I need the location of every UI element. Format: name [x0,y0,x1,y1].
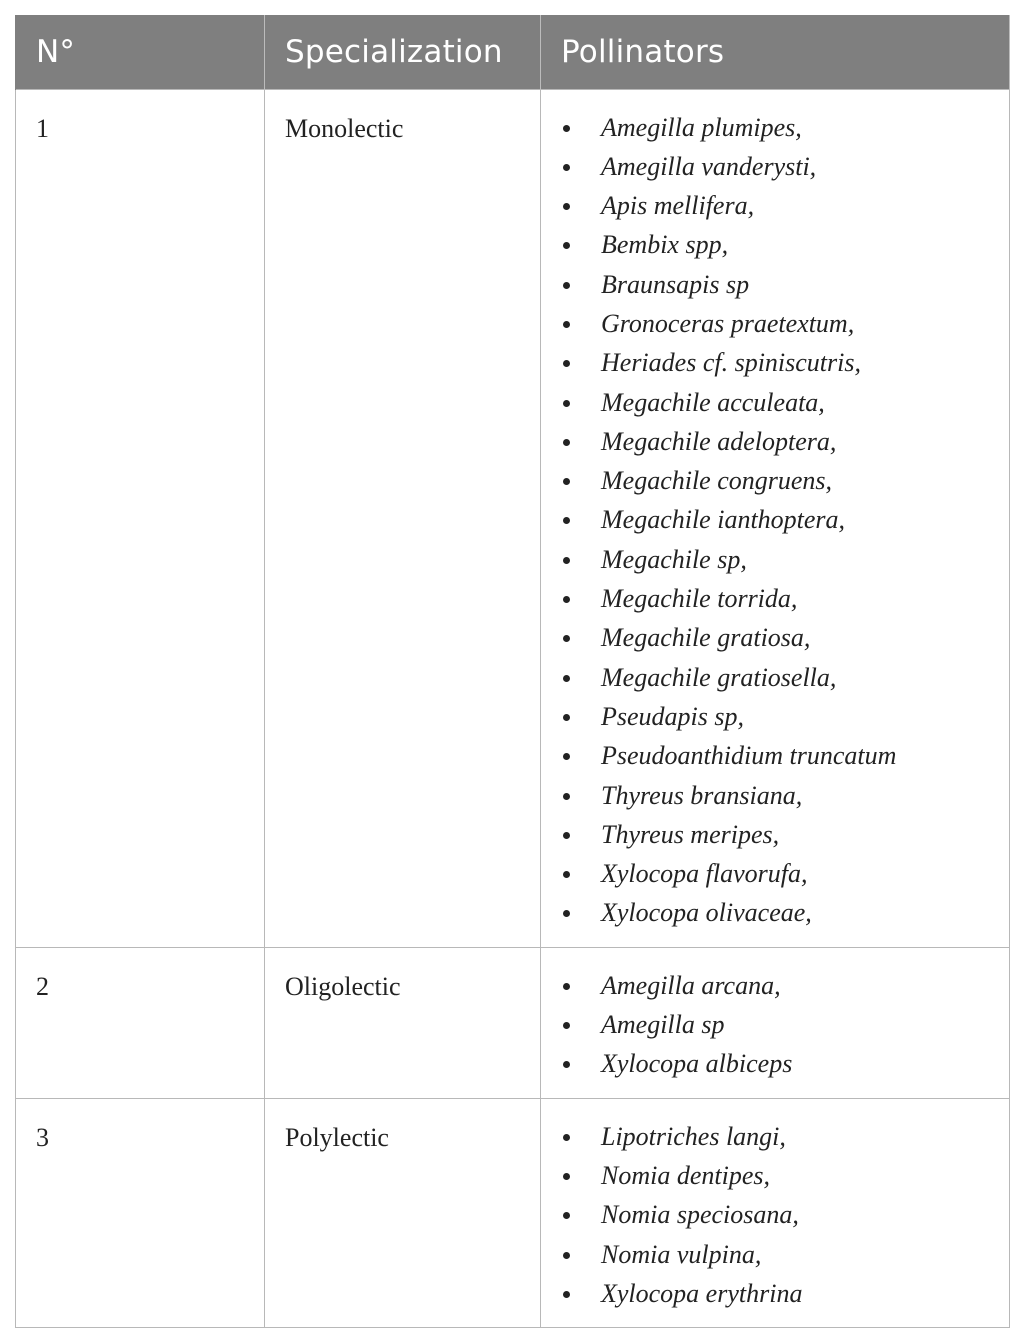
pollinator-name: Thyreus meripes, [601,819,780,849]
pollinator-list-item [561,658,1009,697]
pollinator-list-item [561,1235,1009,1274]
pollinator-name: Amegilla vanderysti, [601,151,817,181]
pollinator-list-item [561,343,1009,382]
row-pollinators [541,89,1010,947]
header-row [16,15,1010,89]
pollinator-name: Xylocopa flavorufa, [601,859,808,889]
pollinator-list-item [561,1044,1009,1083]
pollinator-name: Braunsapis sp [601,269,750,299]
pollinator-name: Amegilla arcana, [601,970,781,1000]
pollinator-list-item [561,147,1009,186]
row-pollinators [541,1098,1010,1327]
pollinator-list-item [561,422,1009,461]
pollinator-name: Megachile acculeata, [601,387,825,417]
pollinator-name: Xylocopa olivaceae, [601,898,812,928]
table-header [16,15,1010,89]
table-body [16,89,1010,1328]
pollinator-name: Megachile gratiosella, [601,662,837,692]
pollinator-list-item [561,1117,1009,1156]
pollinator-name: Nomia speciosana, [601,1200,799,1230]
pollinator-list-item [561,966,1009,1005]
pollinator-name: Megachile sp, [601,544,747,574]
pollinator-name: Pseudapis sp, [601,701,744,731]
pollinator-list-item [561,776,1009,815]
row-number: 2 [16,947,265,1098]
pollinator-list-item [561,815,1009,854]
pollinator-list [561,108,1009,933]
pollinator-list-item [561,304,1009,343]
pollinator-name: Megachile gratiosa, [601,623,811,653]
pollinator-list-item [561,893,1009,932]
pollinator-name: Xylocopa erythrina [601,1278,803,1308]
pollinator-table [15,15,1010,1328]
pollinator-list-item [561,736,1009,775]
pollinator-name: Gronoceras praetextum, [601,308,855,338]
pollinator-name: Lipotriches langi, [601,1121,786,1151]
pollinator-list-item [561,186,1009,225]
pollinator-name: Megachile adeloptera, [601,426,837,456]
row-specialization: Polylectic [265,1098,541,1327]
pollinator-list-item [561,500,1009,539]
pollinator-name: Megachile ianthoptera, [601,505,846,535]
pollinator-list-item [561,1195,1009,1234]
pollinator-list-item [561,1005,1009,1044]
pollinator-list-item [561,383,1009,422]
row-number: 1 [16,89,265,947]
pollinator-list-item [561,618,1009,657]
pollinator-list-item [561,265,1009,304]
pollinator-name: Megachile congruens, [601,466,833,496]
pollinator-list-item [561,108,1009,147]
row-specialization: Oligolectic [265,947,541,1098]
table-row [16,89,1010,947]
pollinator-name: Xylocopa albiceps [601,1049,793,1079]
header-pollinators: Pollinators [541,15,1010,89]
pollinator-name: Apis mellifera, [601,191,755,221]
pollinator-list [561,966,1009,1084]
pollinator-name: Heriades cf. spiniscutris, [601,348,861,378]
pollinator-list-item [561,461,1009,500]
header-specialization: Specialization [265,15,541,89]
pollinator-name: Bembix spp, [601,230,729,260]
header-number: N° [16,15,265,89]
row-number: 3 [16,1098,265,1327]
pollinator-list-item [561,225,1009,264]
pollinator-list-item [561,854,1009,893]
pollinator-table-container [15,15,1009,1328]
pollinator-name: Amegilla sp [601,1010,725,1040]
pollinator-list-item [561,697,1009,736]
row-specialization: Monolectic [265,89,541,947]
pollinator-name: Pseudoanthidium truncatum [601,741,897,771]
pollinator-list-item [561,540,1009,579]
pollinator-name: Nomia dentipes, [601,1160,770,1190]
pollinator-name: Megachile torrida, [601,584,798,614]
table-row [16,947,1010,1098]
pollinator-name: Nomia vulpina, [601,1239,762,1269]
row-pollinators [541,947,1010,1098]
pollinator-list-item [561,579,1009,618]
pollinator-name: Amegilla plumipes, [601,112,802,142]
table-row [16,1098,1010,1327]
pollinator-list-item [561,1156,1009,1195]
pollinator-name: Thyreus bransiana, [601,780,803,810]
pollinator-list-item [561,1274,1009,1313]
pollinator-list [561,1117,1009,1313]
